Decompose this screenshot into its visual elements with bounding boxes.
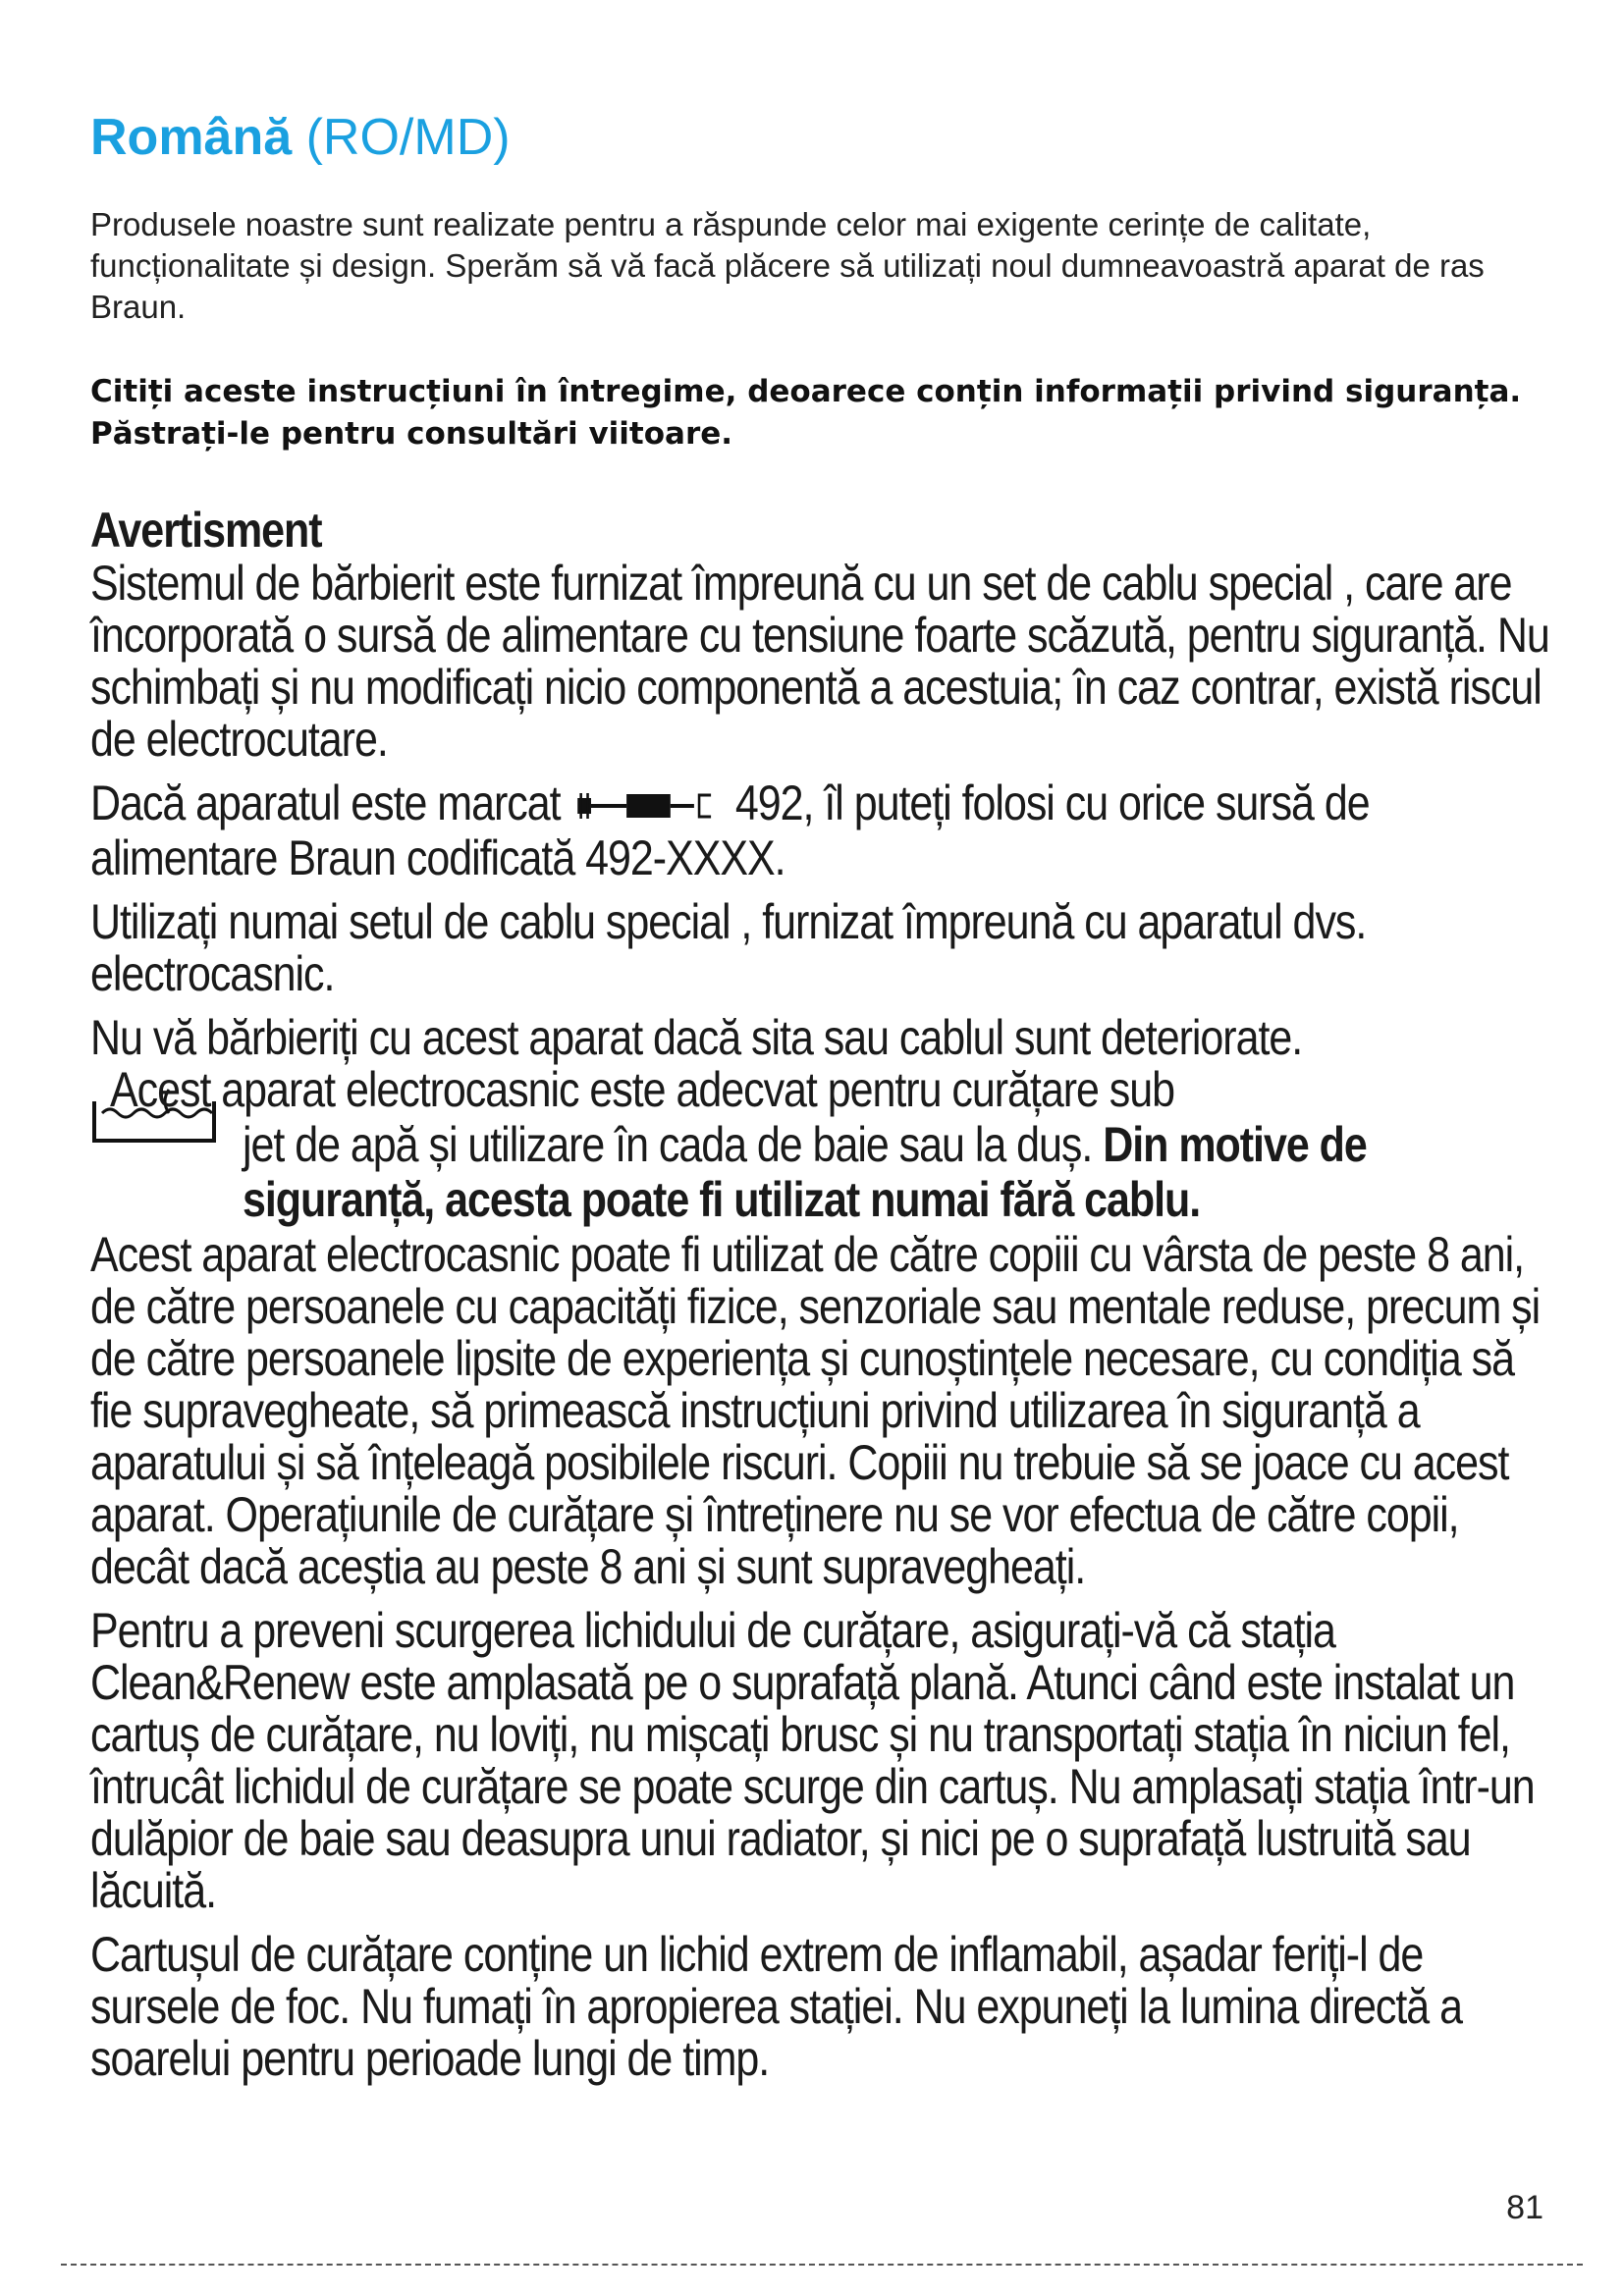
footer-divider — [61, 2264, 1583, 2266]
warning-paragraph-5: Acest aparat electrocasnic poate fi utilizat de către copiii cu vârsta de peste 8 ani, de către persoanele cu capacități fizice, senzoriale sau mentale reduse, precum și de către persoanele lipsite de experiența și cunoștințele necesare, cu condiția să fie supravegheate, să primească instrucțiuni privind utilizarea în siguranță a aparatului și să înțeleagă posibilele riscuri. Copiii nu trebuie să se joace cu acest aparat. Operațiunile de curățare și întreținere nu se vor efectua de către copii, decât dacă aceștia au peste 8 ani și sunt supravegheați. — [90, 1227, 1541, 1595]
language-name: Română — [90, 109, 293, 166]
warning-paragraph-1: Sistemul de bărbierit este furnizat împreună cu un set de cablu special , care are încorporată o sursă de alimentare cu tensiune foarte scăzută, pentru siguranță. Nu schimbați și nu modificați nicio componentă a acestuia; în caz contrar, există riscul de electrocutare. — [90, 556, 1549, 767]
warning-section — [90, 503, 1563, 2085]
warning-title: Avertisment — [90, 503, 322, 558]
bath-line-2 — [243, 1119, 1367, 1171]
bath-line-2-text: jet de apă și utilizare în cada de baie sau la duș. — [243, 1117, 1093, 1173]
marked-text-continued: 492, îl puteți folosi cu orice sursă de alimentare Braun codificată 492-XXXX. — [90, 775, 1370, 886]
language-code: (RO/MD) — [305, 109, 511, 166]
bath-line-1: Acest aparat electrocasnic este adecvat pentru curățare sub — [110, 1062, 1175, 1118]
warning-paragraph-7: Cartușul de curățare conține un lichid extrem de inflamabil, așadar feriți-l de sursele de foc. Nu fumați în apropierea stației. Nu expuneți la lumina directă a soarelui pentru perioade lungi de timp. — [90, 1927, 1462, 2087]
intro-paragraph: Produsele noastre sunt realizate pentru a răspunde celor mai exigente cerințe de calitate, funcționalitate și design. Sperăm să vă facă plăcere să utilizați noul dumneavoastră aparat de ras Braun. — [90, 206, 1485, 325]
bath-line-3: siguranță, acesta poate fi utilizat numai fără cablu. — [243, 1172, 1201, 1228]
marked-text: Dacă aparatul este marcat — [90, 775, 561, 830]
bath-line-2-bold: Din motive de — [1103, 1117, 1367, 1173]
bath-warning — [90, 1064, 1563, 1229]
warning-paragraph-6: Pentru a preveni scurgerea lichidului de curățare, asigurați-vă că stația Clean&Renew este amplasată pe o suprafață plană. Atunci când este instalat un cartuș de curățare, nu loviți, nu mișcați brusc și nu transportați stația în niciun fel, întrucât lichidul de curățare se poate scurge din cartuș. Nu amplasați stația într-un dulăpior de baie sau deasupra unui radiator, și nici pe o suprafață lustruită sau lăcuită. — [90, 1603, 1535, 1919]
page-number: 81 — [1506, 2189, 1543, 2226]
safety-notice: Citiți aceste instrucțiuni în întregime, deoarece conțin informații privind siguranța. Păstrați-le pentru consultări viitoare. — [90, 374, 1522, 452]
warning-paragraph-4: Nu vă bărbieriți cu acest aparat dacă sita sau cablul sunt deteriorate. — [90, 1010, 1303, 1066]
warning-paragraph-2 — [90, 777, 1559, 884]
language-heading — [90, 106, 511, 169]
warning-paragraph-3: Utilizați numai setul de cablu special , furnizat împreună cu aparatul dvs. electrocasnic. — [90, 894, 1367, 1002]
power-supply-symbol-icon — [576, 780, 720, 832]
